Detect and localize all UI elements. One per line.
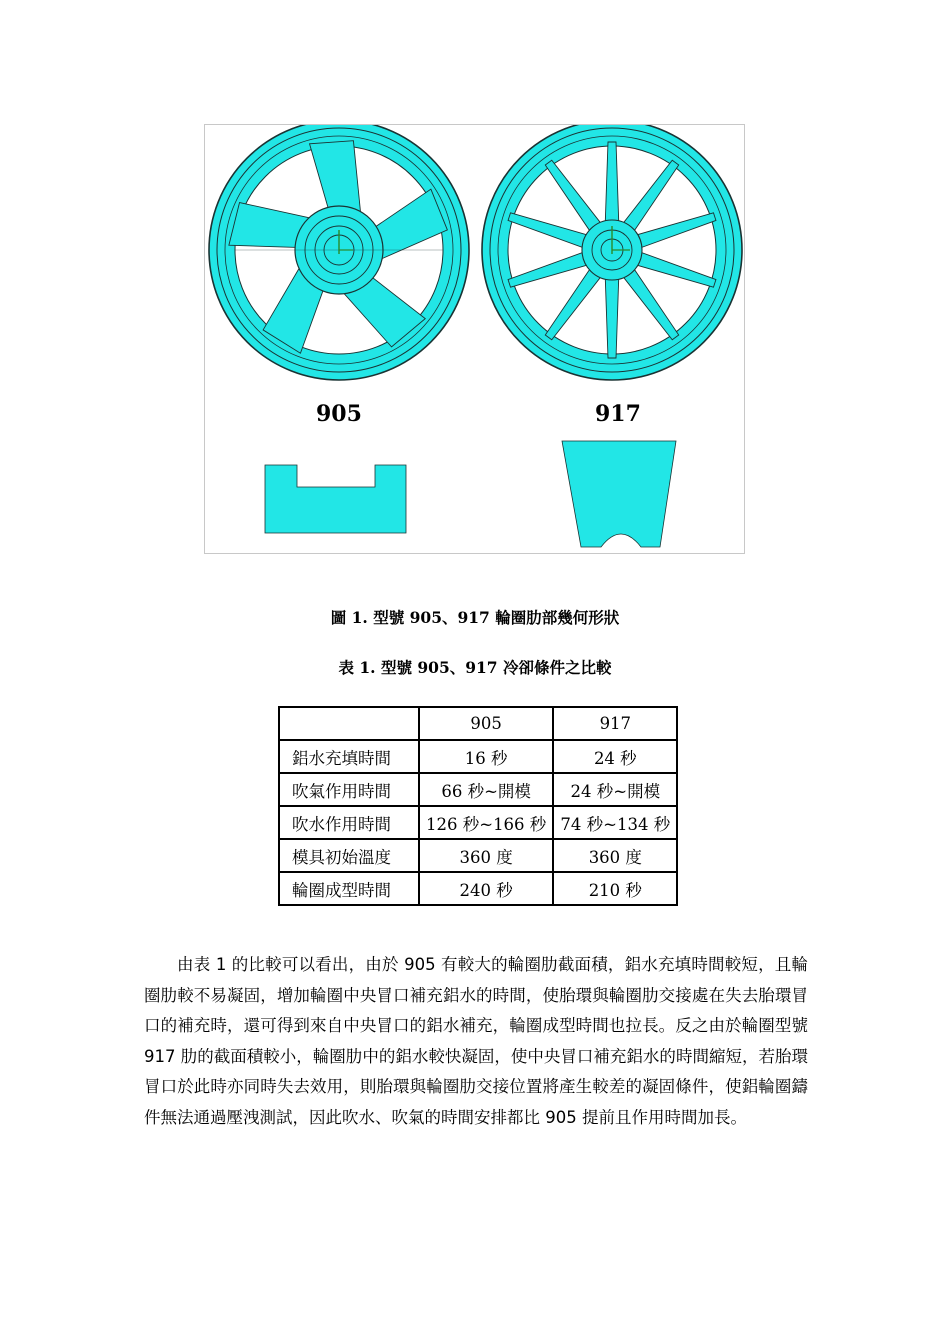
model-label-917: 917 <box>595 401 641 427</box>
table-row-label: 模具初始溫度 <box>279 839 419 872</box>
table-cell: 360 度 <box>553 839 677 872</box>
table-header-cell: 917 <box>553 707 677 740</box>
table-row <box>279 806 677 839</box>
table-row-label: 吹氣作用時間 <box>279 773 419 806</box>
table-caption: 表 1. 型號 905、917 冷卻條件之比較 <box>338 658 612 677</box>
table-row <box>279 740 677 773</box>
table-cell: 24 秒 <box>553 740 677 773</box>
model-label-905: 905 <box>316 401 362 427</box>
table-cell: 210 秒 <box>553 872 677 905</box>
table-cell: 24 秒~開模 <box>553 773 677 806</box>
wheel-905-drawing <box>209 125 469 380</box>
wheel-spoke <box>605 142 619 230</box>
body-paragraph: 由表 1 的比較可以看出，由於 905 有較大的輪圈肋截面積，鋁水充填時間較短，且輪圈肋較不易凝固，增加輪圈中央冒口補充鋁水的時間，使胎環與輪圈肋交接處在失去胎環冒口的補充時，還可得到來自中央冒口的鋁水補充，輪圈成型時間也拉長。反之由於輪圈型號 917 肋的截面積較小，輪圈肋中的鋁水較快凝固，使中央冒口補充鋁水的時間縮短，若胎環冒口於此時亦同時失去效用，則胎環與輪圈肋交接位置將產生較差的凝固條件，使鋁輪圈鑄件無法通過壓洩測試，因此吹水、吹氣的時間安排都比 905 提前且作用時間加長。 <box>144 955 808 1127</box>
table-row-label: 吹水作用時間 <box>279 806 419 839</box>
table-cell: 126 秒~166 秒 <box>419 806 553 839</box>
table-header-row <box>279 707 677 740</box>
table-cell: 66 秒~開模 <box>419 773 553 806</box>
table-cell: 240 秒 <box>419 872 553 905</box>
figure-panel <box>204 124 745 554</box>
wheel-917-drawing <box>482 125 742 380</box>
rib-section-905 <box>265 465 406 533</box>
comparison-table <box>278 706 678 906</box>
table-cell: 360 度 <box>419 839 553 872</box>
table-row <box>279 839 677 872</box>
figure-caption: 圖 1. 型號 905、917 輪圈肋部幾何形狀 <box>330 608 620 627</box>
table-cell: 16 秒 <box>419 740 553 773</box>
table-header-cell <box>279 707 419 740</box>
table-cell: 74 秒~134 秒 <box>553 806 677 839</box>
table-row-label: 輪圈成型時間 <box>279 872 419 905</box>
rib-section-917 <box>562 441 676 547</box>
table-header-cell: 905 <box>419 707 553 740</box>
wheel-spoke <box>605 270 619 358</box>
body-paragraph-block <box>144 950 808 1134</box>
table-row <box>279 773 677 806</box>
table-row-label: 鋁水充填時間 <box>279 740 419 773</box>
table-row <box>279 872 677 905</box>
wheel-figure <box>205 125 746 555</box>
